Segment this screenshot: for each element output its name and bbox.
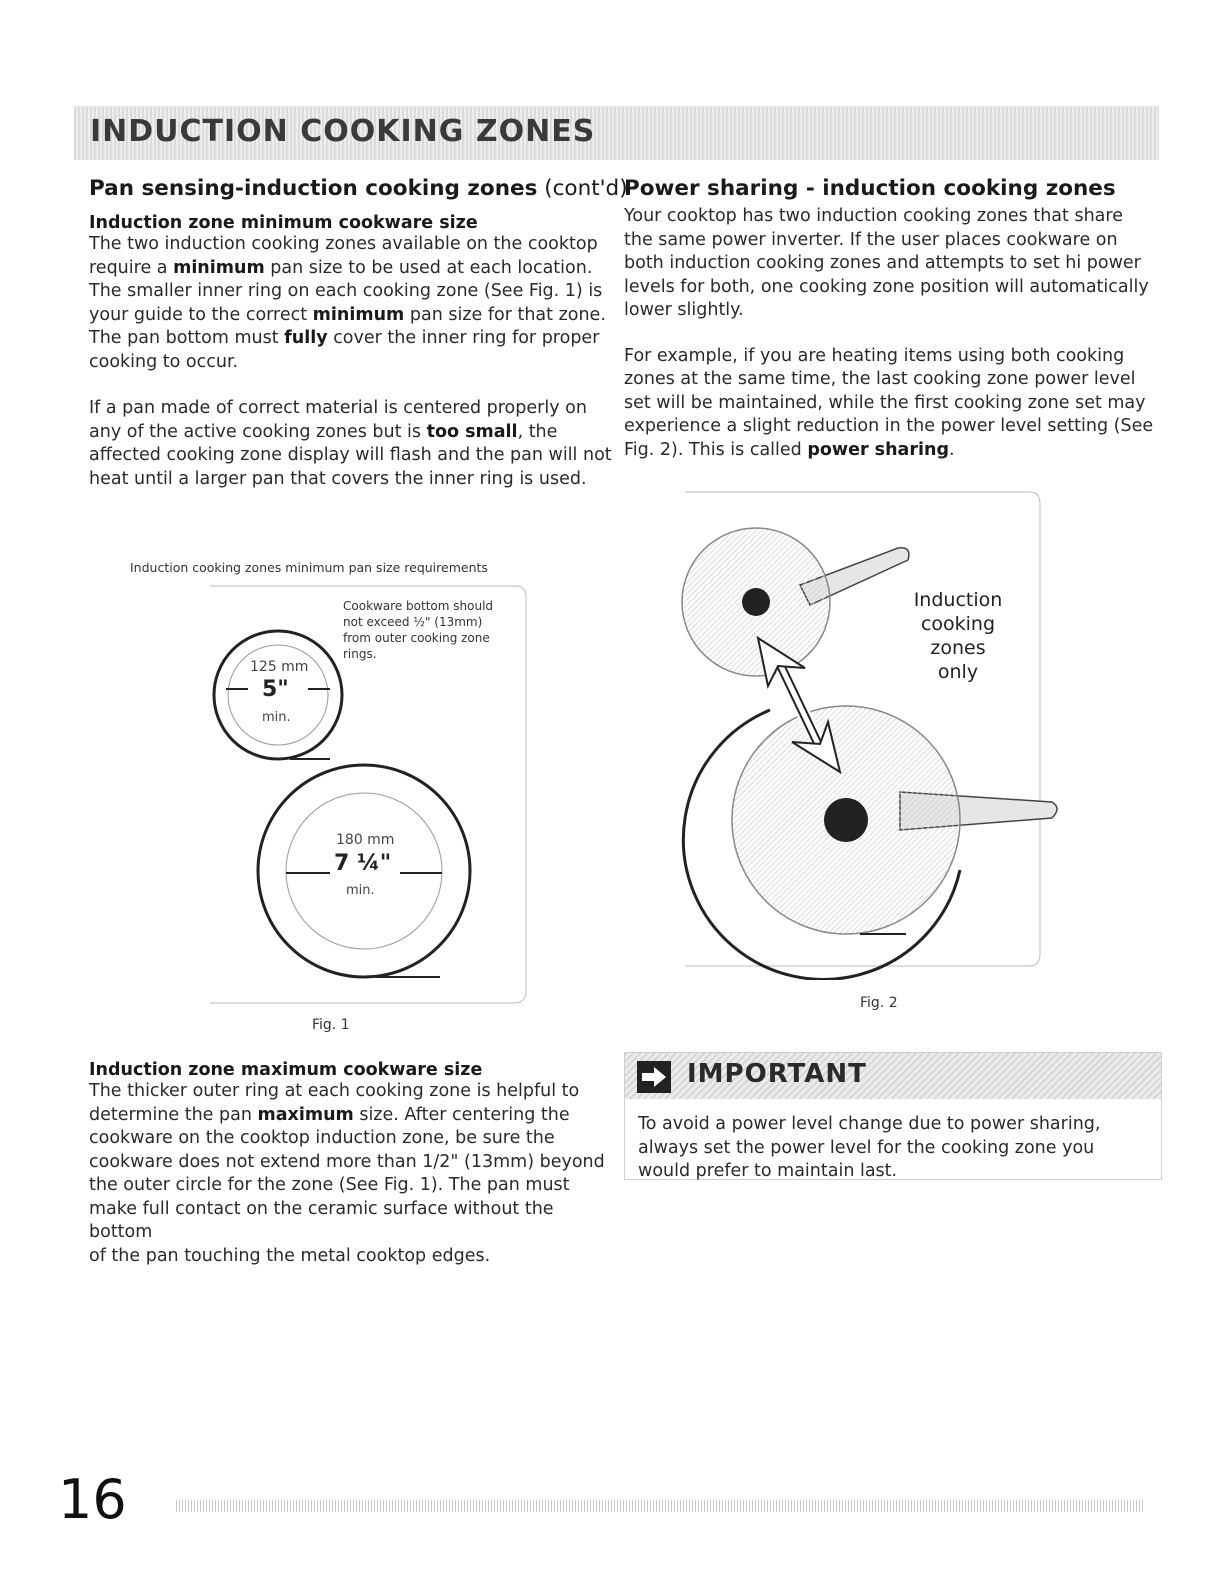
max-size-paragraph: The thicker outer ring at each cooking zone is helpful to determine the pan maximum size. After centering the cookware on the cooktop induction zone, be sure the cookware does not extend more than 1/2" (13mm) beyond the outer circle for the zone (See Fig. 1). The pan must make full contact on the ceramic surface without the bottom of the pan touching the metal cooktop edges.: [89, 1081, 605, 1266]
small-ring-min: min.: [262, 710, 291, 725]
max-size-section: [89, 1060, 619, 1268]
example-paragraph: For example, if you are heating items using both cooking zones at the same time, the last cooking zone power level set will be maintained, while the first cooking zone set may experience a slight reduction in the power level setting (See Fig. 2). This is called power sharing.: [624, 345, 1154, 460]
small-ring-mm: 125 mm: [250, 659, 309, 675]
right-column: [624, 176, 1164, 462]
min-size-paragraph: The two induction cooking zones available on the cooktop require a minimum pan size to be used at each location. The smaller inner ring on each cooking zone (See Fig. 1) is your guide to the correct minimum pan size for that zone. The pan bottom must fully cover the inner ring for proper cooking to occur.: [89, 234, 606, 372]
large-ring-min: min.: [346, 883, 375, 898]
important-box: [624, 1052, 1162, 1180]
fig1-title: Induction cooking zones minimum pan size requirements: [130, 560, 488, 575]
large-ring-mm: 180 mm: [336, 832, 395, 848]
important-title: IMPORTANT: [687, 1059, 867, 1089]
fig1-caption: Fig. 1: [312, 1017, 350, 1033]
left-heading-suffix: (cont'd): [537, 176, 628, 201]
min-size-heading: Induction zone minimum cookware size: [89, 213, 478, 233]
page-number: 16: [58, 1468, 127, 1531]
left-heading-text: Pan sensing-induction cooking zones: [89, 176, 538, 201]
arrow-icon: [637, 1061, 671, 1093]
large-ring-inch: 7 ¼": [334, 851, 392, 876]
fig2-diagram: [660, 490, 1060, 980]
power-sharing-paragraph: Your cooktop has two induction cooking zones that share the same power inverter. If the user places cookware on both induction cooking zones and attempts to set hi power levels for both, one cooking zone position will automatically lower slightly.: [624, 206, 1149, 320]
right-heading: Power sharing - induction cooking zones: [624, 176, 1116, 201]
important-text: To avoid a power level change due to power sharing, always set the power level for the cooking zone you would prefer to maintain last.: [638, 1114, 1101, 1181]
fig1-note: Cookware bottom should not exceed ½" (13mm) from outer cooking zone rings.: [343, 599, 494, 661]
small-ring-inch: 5": [262, 677, 289, 702]
important-header: [625, 1053, 1161, 1099]
left-heading: [89, 176, 628, 201]
too-small-paragraph: If a pan made of correct material is centered properly on any of the active cooking zones but is too small, the affected cooking zone display will flash and the pan will not heat until a larger pan that covers the inner ring is used.: [89, 398, 612, 489]
banner-title: INDUCTION COOKING ZONES: [90, 114, 596, 149]
fig2-caption: Fig. 2: [860, 995, 898, 1011]
max-size-heading: Induction zone maximum cookware size: [89, 1060, 483, 1080]
left-column: [89, 176, 628, 491]
footer-rule: [176, 1500, 1144, 1512]
section-banner: [74, 106, 1159, 160]
fig2-label: Induction cooking zones only: [913, 589, 1003, 683]
